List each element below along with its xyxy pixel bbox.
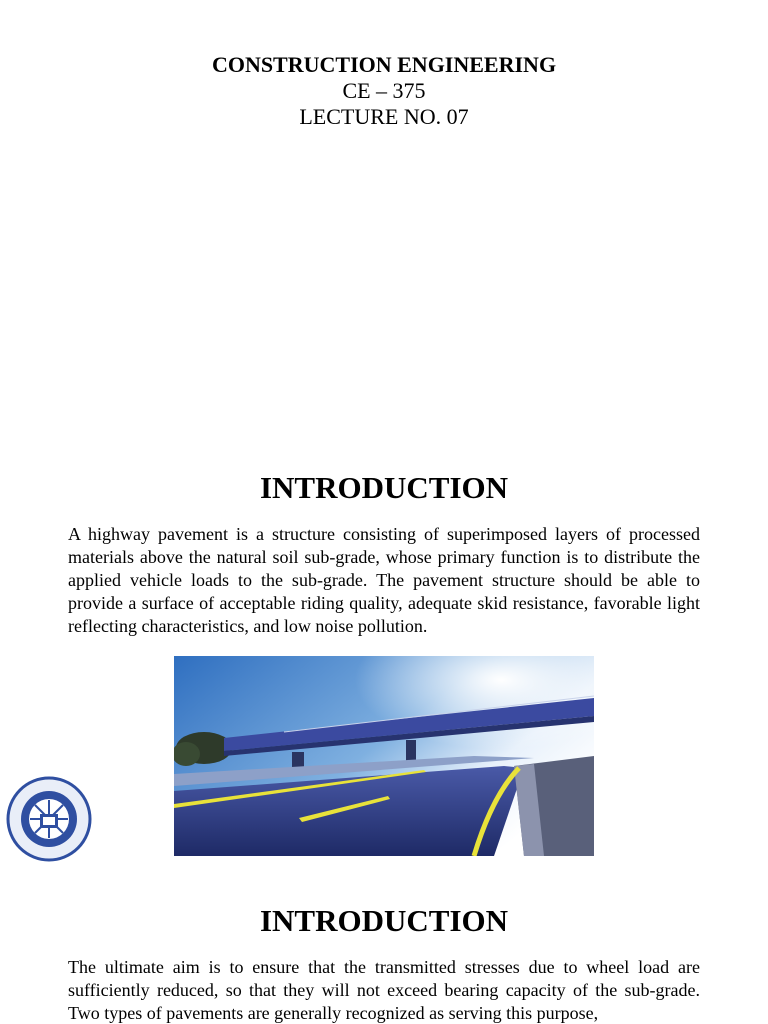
section-title-introduction-2: INTRODUCTION (259, 903, 509, 938)
course-code: CE – 375 (342, 78, 426, 103)
highway-photo (174, 656, 594, 856)
intro-paragraph-1: A highway pavement is a structure consisting of superimposed layers of processed materials above the natural soil sub-grade, whose primary function is to distribute the applied vehicle loads to the sub-grade. The pavement structure should be able to provide a surface of acceptable riding quality, adequate skid resistance, favorable light reflecting characteristics, and low noise pollution. (68, 524, 700, 636)
lecture-header (0, 52, 768, 130)
campus-seal-icon (4, 776, 94, 862)
section-title-introduction-1: INTRODUCTION (259, 470, 509, 505)
course-title: CONSTRUCTION ENGINEERING (211, 52, 557, 77)
lecture-number: LECTURE NO. 07 (299, 104, 469, 129)
campus-logo (4, 776, 94, 862)
highway-flyover-image (174, 656, 594, 856)
intro-paragraph-2: The ultimate aim is to ensure that the transmitted stresses due to wheel load are sufficiently reduced, so that they will not exceed bearing capacity of the sub-grade. Two types of pavements are generally recognized as serving this purpose, (68, 957, 700, 1023)
